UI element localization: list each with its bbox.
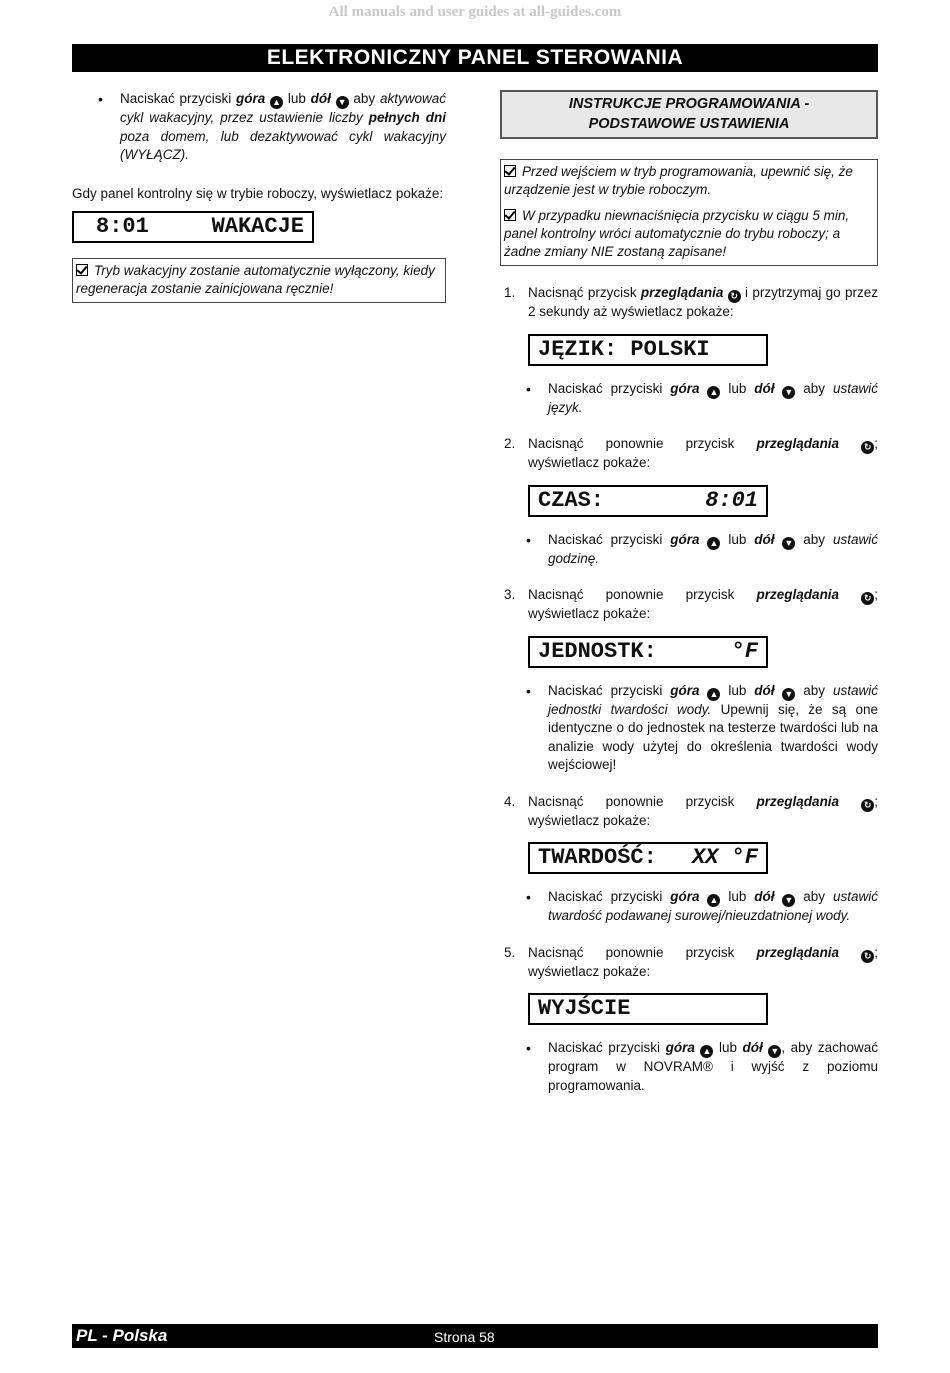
step-text: Nacisnąć przycisk <box>528 285 641 300</box>
vacation-bullet <box>72 90 446 165</box>
step-3-bullet <box>500 682 878 775</box>
lcd-right: XX °F <box>691 845 758 870</box>
page-footer <box>72 1324 878 1348</box>
step-4-bullet <box>500 888 878 926</box>
step-1 <box>500 284 878 322</box>
step-number: 4. <box>504 793 516 809</box>
lcd-display-time <box>528 485 768 517</box>
right-column <box>500 90 878 1095</box>
up-label: góra <box>236 91 266 106</box>
up-arrow-icon: ▲ <box>707 894 720 907</box>
step-text: Nacisnąć ponownie przycisk <box>528 436 757 451</box>
vacation-note <box>72 258 446 303</box>
down-arrow-icon: ▼ <box>768 1045 781 1058</box>
scroll-label: przeglądania <box>756 587 840 602</box>
scroll-icon: ↻ <box>861 592 874 605</box>
bullet-text: Naciskać przyciski <box>548 682 671 698</box>
up-label: góra <box>670 531 700 547</box>
bullet-text: Naciskać przyciski <box>548 889 671 904</box>
down-arrow-icon: ▼ <box>336 96 349 109</box>
up-label: góra <box>670 380 700 396</box>
up-arrow-icon: ▲ <box>707 386 720 399</box>
programming-notes <box>500 159 878 266</box>
down-arrow-icon: ▼ <box>782 688 795 701</box>
down-arrow-icon: ▼ <box>782 386 795 399</box>
lcd-display-vacation <box>72 211 314 243</box>
bullet-text: Naciskać przyciski <box>548 1040 666 1055</box>
bullet-text: ustawić godzinę. <box>548 531 878 566</box>
bullet-text: lub <box>720 531 755 547</box>
bullet-text: aby <box>795 682 833 698</box>
lcd-display-exit <box>528 993 768 1025</box>
bullet-text: Naciskać przyciski <box>120 91 237 106</box>
left-column <box>72 90 446 303</box>
step-5-bullet <box>500 1039 878 1095</box>
step-3 <box>500 586 878 624</box>
step-text: ; wyświetlacz pokaże: <box>528 587 878 621</box>
programming-title <box>500 90 878 139</box>
up-arrow-icon: ▲ <box>707 537 720 550</box>
bullet-text: aktywować cykl wakacyjny, przez ustawienie liczby <box>120 91 446 125</box>
lcd-left: JEDNOSTK: <box>538 638 657 664</box>
bullet-text: lub <box>720 682 755 698</box>
up-arrow-icon: ▲ <box>700 1045 713 1058</box>
status-paragraph: Gdy panel kontrolny się w trybie roboczy, wyświetlacz pokaże: <box>72 185 444 201</box>
down-arrow-icon: ▼ <box>782 894 795 907</box>
step-text: ; wyświetlacz pokaże: <box>528 793 878 828</box>
bullet-text: aby <box>795 889 833 904</box>
bullet-text: Upewnij się, że są one identyczne o do jednostek na testerze twardości lub na analizie wody użytej do określenia twardości wody wejściowej! <box>548 701 878 772</box>
scroll-label: przeglądania <box>756 436 840 451</box>
title-line: PODSTAWOWE USTAWIENIA <box>588 116 790 132</box>
step-5 <box>500 944 878 982</box>
step-4 <box>500 793 878 831</box>
note-text: Tryb wakacyjny zostanie automatycznie wyłączony, kiedy regeneracja zostanie zainicjowana ręcznie! <box>76 263 435 296</box>
lcd-left: JĘZIK: POLSKI <box>538 336 710 362</box>
down-label: dół <box>754 889 775 904</box>
down-label: dół <box>754 380 775 396</box>
title-line: INSTRUKCJE PROGRAMOWANIA - <box>568 96 810 112</box>
down-label: dół <box>754 682 775 698</box>
bullet-text: lub <box>720 380 755 396</box>
bullet-text: , aby zachować program w NOVRAM® i wyjść z poziomu programowania. <box>548 1040 878 1093</box>
scroll-label: przeglądania <box>640 285 724 300</box>
scroll-icon: ↻ <box>861 441 874 454</box>
down-label: dół <box>742 1040 763 1055</box>
lcd-right: WAKACJE <box>211 214 304 239</box>
bullet-bold: pełnych dni <box>368 110 446 125</box>
bullet-text: poza domem, lub dezaktywować cykl wakacyjny (WYŁĄCZ). <box>120 128 446 162</box>
lcd-display-units <box>528 636 768 668</box>
page-header-title: ELEKTRONICZNY PANEL STEROWANIA <box>72 44 878 72</box>
step-number: 3. <box>504 587 516 602</box>
scroll-icon: ↻ <box>728 290 741 303</box>
step-text: ; wyświetlacz pokaże: <box>528 944 878 979</box>
bullet-text: lub <box>713 1040 743 1055</box>
lcd-right: 8:01 <box>705 487 758 513</box>
checkbox-icon <box>504 165 516 177</box>
step-text: Nacisnąć ponownie przycisk <box>528 793 757 809</box>
step-text: ; wyświetlacz pokaże: <box>528 436 878 470</box>
bullet-text: ustawić język. <box>548 380 878 415</box>
lcd-left: WYJŚCIE <box>538 996 631 1021</box>
step-number: 2. <box>504 436 516 451</box>
up-label: góra <box>670 889 700 904</box>
down-arrow-icon: ▼ <box>782 537 795 550</box>
bullet-text: ustawić twardość podawanej surowej/nieuzdatnionej wody. <box>548 889 878 923</box>
note-2 <box>504 207 874 261</box>
step-text: Nacisnąć ponownie przycisk <box>528 587 757 602</box>
lcd-display-language <box>528 334 768 366</box>
scroll-label: przeglądania <box>756 793 840 809</box>
bullet-text: aby <box>348 91 380 106</box>
lcd-right: °F <box>731 638 758 664</box>
bullet-text: Naciskać przyciski <box>548 531 671 547</box>
lcd-left: 8:01 <box>96 214 149 239</box>
scroll-label: przeglądania <box>756 944 840 960</box>
lcd-left: CZAS: <box>538 487 605 513</box>
step-number: 5. <box>504 944 516 960</box>
up-arrow-icon: ▲ <box>270 96 283 109</box>
checkbox-icon <box>76 264 88 276</box>
scroll-icon: ↻ <box>861 950 874 963</box>
lcd-display-hardness <box>528 842 768 874</box>
down-label: dół <box>310 91 331 106</box>
step-1-bullet <box>500 380 878 418</box>
bullet-text: Naciskać przyciski <box>548 380 671 396</box>
checkbox-icon <box>504 209 516 221</box>
step-number: 1. <box>504 285 516 300</box>
bullet-text: ustawić jednostki twardości wody. <box>548 682 878 717</box>
step-text: Nacisnąć ponownie przycisk <box>528 944 757 960</box>
up-arrow-icon: ▲ <box>707 688 720 701</box>
note-1 <box>504 163 874 199</box>
down-label: dół <box>754 531 775 547</box>
bullet-text: aby <box>795 380 833 396</box>
step-text: i przytrzymaj go przez 2 sekundy aż wyświetlacz pokaże: <box>528 285 878 319</box>
step-2-bullet <box>500 531 878 569</box>
up-label: góra <box>670 682 700 698</box>
bullet-text: lub <box>283 91 311 106</box>
page-number: Strona 58 <box>434 1329 495 1345</box>
bullet-text: lub <box>720 889 755 904</box>
scroll-icon: ↻ <box>861 799 874 812</box>
watermark: All manuals and user guides at all-guides.com <box>328 4 622 20</box>
note-text: W przypadku niewnaciśnięcia przycisku w ciągu 5 min, panel kontrolny wróci automatycznie do trybu roboczy; a żadne zmiany NIE zostaną zapisane! <box>504 208 850 259</box>
up-label: góra <box>665 1040 695 1055</box>
footer-language: PL - Polska <box>76 1326 168 1345</box>
note-text: Przed wejściem w tryb programowania, upewnić się, że urządzenie jest w trybie roboczym. <box>504 164 853 197</box>
lcd-left: TWARDOŚĆ: <box>538 845 657 870</box>
step-2 <box>500 435 878 473</box>
bullet-text: aby <box>795 531 833 547</box>
